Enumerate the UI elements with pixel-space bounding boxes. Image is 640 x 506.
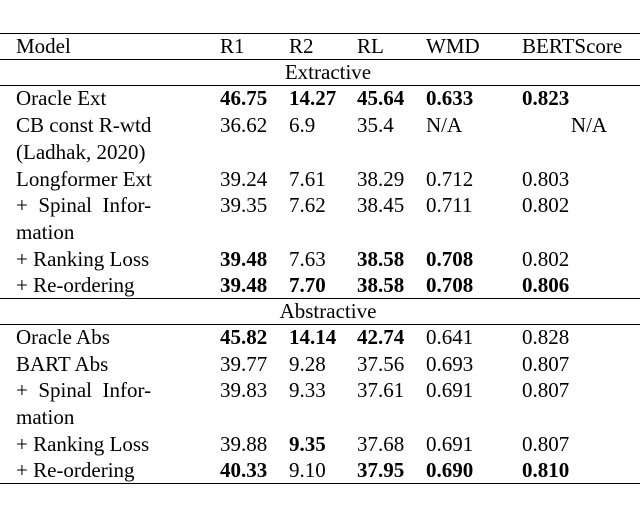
bottom-rule bbox=[0, 483, 640, 484]
r1-value-cell: 45.82 bbox=[220, 325, 268, 350]
wmd-value-cell: 0.693 bbox=[426, 351, 474, 376]
wmd-value-cell: 0.633 bbox=[426, 86, 474, 111]
r1-value-cell: 39.88 bbox=[220, 431, 268, 456]
table-row bbox=[0, 431, 640, 457]
rl-value-cell: 42.74 bbox=[357, 325, 405, 350]
r1-value-cell: 39.83 bbox=[220, 377, 268, 402]
r1-value-cell: 39.48 bbox=[220, 246, 268, 271]
col-header-r2: R2 bbox=[289, 34, 314, 59]
r1-value-cell: 46.75 bbox=[220, 86, 268, 111]
wmd-value-cell: 0.708 bbox=[426, 273, 474, 298]
rl-value-cell: 38.58 bbox=[357, 246, 405, 271]
r2-value-cell: 7.62 bbox=[289, 192, 326, 217]
section-rule bbox=[0, 85, 640, 86]
section-row bbox=[0, 298, 640, 324]
rl-value-cell: 38.58 bbox=[357, 273, 405, 298]
model-name-cell: + Spinal Infor- mation bbox=[16, 377, 152, 429]
bs-value-cell: 0.807 bbox=[522, 351, 570, 376]
table-row bbox=[0, 351, 640, 377]
r1-value-cell: 39.48 bbox=[220, 273, 268, 298]
col-header-wmd: WMD bbox=[426, 34, 480, 59]
table-row bbox=[0, 324, 640, 350]
rl-value-cell: 37.61 bbox=[357, 377, 405, 402]
rl-value-cell: 38.45 bbox=[357, 192, 405, 217]
r2-value-cell: 9.33 bbox=[289, 377, 326, 402]
wmd-value-cell: 0.711 bbox=[426, 192, 473, 217]
r2-value-cell: 9.35 bbox=[289, 431, 326, 456]
table-row bbox=[0, 457, 640, 483]
section-rule bbox=[0, 324, 640, 325]
wmd-value-cell: 0.690 bbox=[426, 457, 474, 482]
wmd-value-cell: 0.641 bbox=[426, 325, 474, 350]
rl-value-cell: 37.95 bbox=[357, 457, 405, 482]
table-row bbox=[0, 85, 640, 111]
bs-value-cell: 0.802 bbox=[522, 192, 570, 217]
model-name-cell: + Re-ordering bbox=[16, 457, 135, 482]
model-name-cell: + Ranking Loss bbox=[16, 246, 150, 271]
model-name-cell: CB const R-wtd (Ladhak, 2020) bbox=[16, 112, 152, 164]
model-name-cell: Longformer Ext bbox=[16, 166, 152, 191]
r2-value-cell: 7.63 bbox=[289, 246, 326, 271]
r1-value-cell: 39.24 bbox=[220, 166, 268, 191]
table-row bbox=[0, 246, 640, 272]
bs-value-cell: 0.823 bbox=[522, 86, 570, 111]
r2-value-cell: 7.70 bbox=[289, 273, 326, 298]
col-header-bertscore: BERTScore bbox=[522, 34, 623, 59]
results-table bbox=[0, 33, 640, 483]
col-header-model: Model bbox=[16, 34, 71, 59]
r2-value-cell: 14.14 bbox=[289, 325, 337, 350]
model-name-cell: + Re-ordering bbox=[16, 273, 135, 298]
header-rule bbox=[0, 59, 640, 60]
bs-value-cell: 0.807 bbox=[522, 431, 570, 456]
section-title: Extractive bbox=[284, 60, 372, 85]
wmd-value-cell: 0.708 bbox=[426, 246, 474, 271]
r1-value-cell: 39.35 bbox=[220, 192, 268, 217]
rl-value-cell: 45.64 bbox=[357, 86, 405, 111]
model-name-cell: Oracle Ext bbox=[16, 86, 107, 111]
wmd-value-cell: 0.691 bbox=[426, 377, 474, 402]
bs-value-cell: 0.806 bbox=[522, 273, 570, 298]
section-title: Abstractive bbox=[279, 299, 377, 324]
r2-value-cell: 6.9 bbox=[289, 112, 316, 137]
table-row bbox=[0, 112, 640, 166]
rl-value-cell: 37.68 bbox=[357, 431, 405, 456]
col-header-r1: R1 bbox=[220, 34, 245, 59]
rl-value-cell: 35.4 bbox=[357, 112, 394, 137]
section-row bbox=[0, 59, 640, 85]
bs-value-cell: 0.802 bbox=[522, 246, 570, 271]
wmd-value-cell: 0.712 bbox=[426, 166, 474, 191]
table-row bbox=[0, 377, 640, 431]
table-row bbox=[0, 272, 640, 298]
rl-value-cell: 38.29 bbox=[357, 166, 405, 191]
bs-value-cell: 0.828 bbox=[522, 325, 570, 350]
table-row bbox=[0, 166, 640, 192]
r1-value-cell: 39.77 bbox=[220, 351, 268, 376]
model-name-cell: Oracle Abs bbox=[16, 325, 110, 350]
bs-value-cell: 0.810 bbox=[522, 457, 570, 482]
model-name-cell: + Ranking Loss bbox=[16, 431, 150, 456]
section-separator-rule bbox=[0, 298, 640, 299]
bs-value-cell: N/A bbox=[570, 112, 608, 137]
r1-value-cell: 40.33 bbox=[220, 457, 268, 482]
header-row bbox=[0, 33, 640, 59]
col-header-rl: RL bbox=[357, 34, 384, 59]
wmd-value-cell: 0.691 bbox=[426, 431, 474, 456]
bs-value-cell: 0.807 bbox=[522, 377, 570, 402]
r2-value-cell: 9.10 bbox=[289, 457, 326, 482]
r2-value-cell: 14.27 bbox=[289, 86, 337, 111]
wmd-value-cell: N/A bbox=[426, 112, 463, 137]
rl-value-cell: 37.56 bbox=[357, 351, 405, 376]
r2-value-cell: 7.61 bbox=[289, 166, 326, 191]
r1-value-cell: 36.62 bbox=[220, 112, 268, 137]
table-row bbox=[0, 192, 640, 246]
model-name-cell: + Spinal Infor- mation bbox=[16, 192, 152, 244]
r2-value-cell: 9.28 bbox=[289, 351, 326, 376]
bs-value-cell: 0.803 bbox=[522, 166, 570, 191]
model-name-cell: BART Abs bbox=[16, 351, 109, 376]
